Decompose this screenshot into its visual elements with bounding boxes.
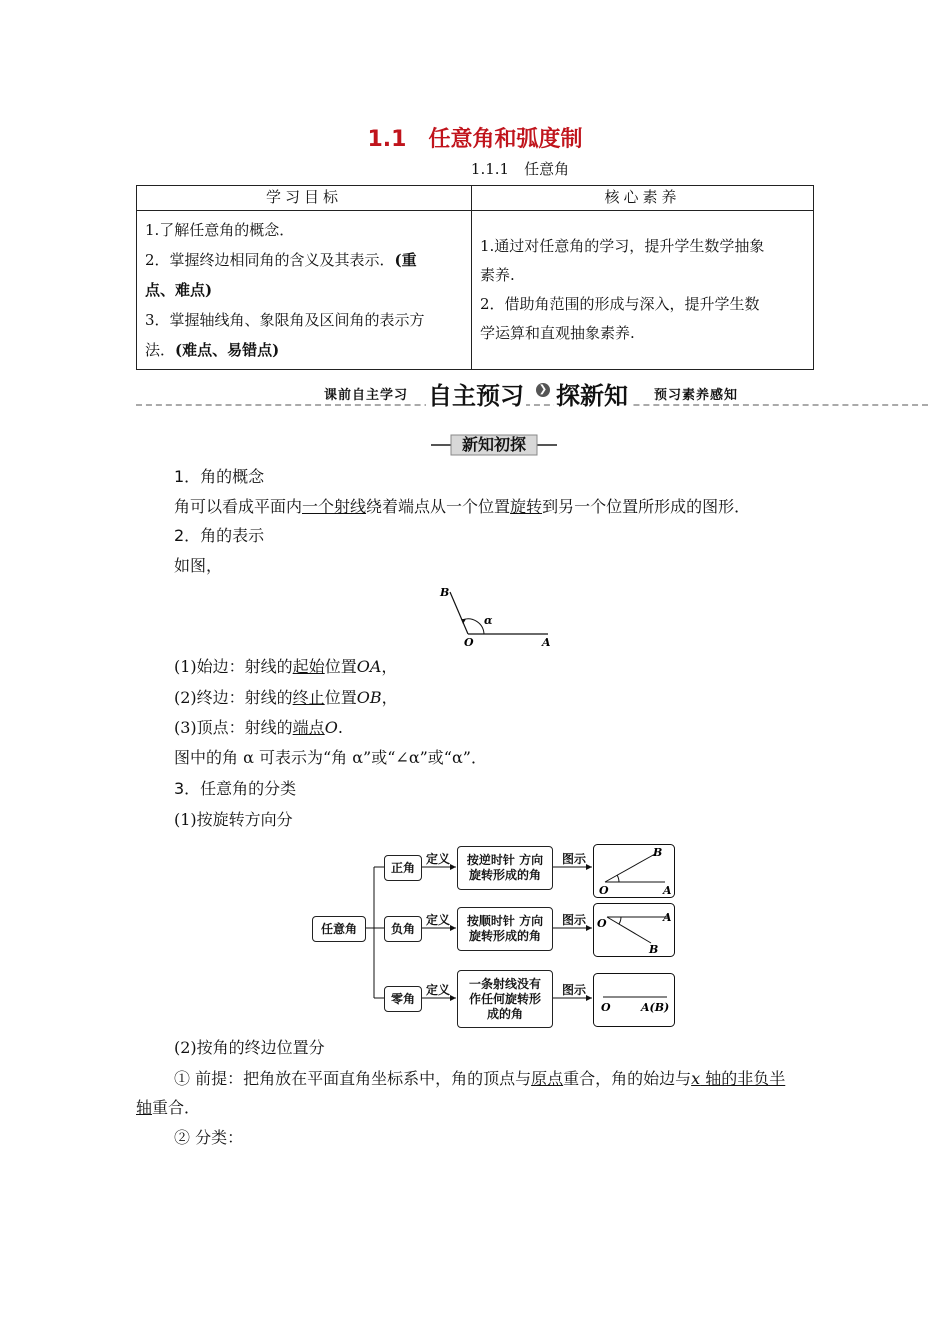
banner-big-left: 自主预习 (426, 376, 526, 411)
section-tag (431, 433, 557, 457)
banner-rule (136, 404, 928, 406)
svg-text:O: O (601, 1001, 611, 1014)
svg-text:O: O (597, 917, 607, 930)
node-positive-def: 按逆时针 方向 旋转形成的角 (457, 846, 553, 890)
subheading-terminal-side: (2)按角的终边位置分 (174, 1038, 325, 1057)
goal-line: 1.了解任意角的概念． (145, 221, 295, 239)
angle-figure (432, 582, 562, 648)
node-negative-angle: 负角 (384, 916, 422, 942)
section-banner (136, 374, 928, 414)
literacy-header: 核心素养 (472, 186, 814, 211)
svg-text:A(B): A(B) (641, 1001, 670, 1014)
label-A: A (542, 636, 551, 648)
svg-text:A: A (663, 911, 672, 924)
node-any-angle: 任意角 (312, 916, 366, 942)
svg-text:A: A (663, 884, 672, 897)
goal-line: 法．(难点、易错点) (145, 341, 280, 359)
goal-line: 2．掌握终边相同角的含义及其表示．(重 (145, 251, 417, 269)
node-zero-def: 一条射线没有 作任何旋转形 成的角 (457, 970, 553, 1028)
line-vertex: (3)顶点：射线的端点O. (174, 718, 343, 737)
section-subtitle: 1.1.1 任意角 (470, 160, 570, 178)
banner-big-right: 探新知 (554, 376, 630, 411)
ray-OB (450, 592, 468, 634)
node-positive-angle: 正角 (384, 855, 422, 881)
line-terminal-side: (2)终边：射线的终止位置OB， (174, 688, 398, 707)
label-illustration: 图示 (562, 913, 587, 927)
goal-line: 点、难点) (145, 281, 213, 299)
goals-header: 学习目标 (137, 186, 472, 211)
label-illustration: 图示 (562, 852, 587, 866)
literacy-line: 素养. (480, 266, 515, 284)
paragraph-classification: ② 分类： (174, 1128, 244, 1147)
label-definition: 定义 (426, 852, 451, 866)
label-alpha: α (484, 614, 493, 627)
paragraph-premise-cont: 轴重合． (136, 1098, 201, 1117)
heading-angle-notation: 2．角的表示 (174, 526, 265, 545)
literacy-cell (472, 211, 814, 370)
paragraph-as-figure: 如图， (174, 556, 223, 575)
goal-line: 3．掌握轴线角、象限角及区间角的表示方 (145, 311, 425, 329)
paragraph-concept: 角可以看成平面内一个射线绕着端点从一个位置旋转到另一个位置所形成的图形． (174, 497, 751, 516)
line-initial-side: (1)始边：射线的起始位置OA， (174, 657, 398, 676)
section-tag-label: 新知初探 (461, 435, 526, 454)
label-definition: 定义 (426, 983, 451, 997)
banner-left-label: 课前自主学习 (320, 384, 412, 403)
negative-angle-figure (593, 903, 675, 957)
svg-text:O: O (599, 884, 609, 897)
literacy-line: 学运算和直观抽象素养. (480, 324, 635, 342)
node-negative-def: 按顺时针 方向 旋转形成的角 (457, 907, 553, 951)
literacy-line: 1.通过对任意角的学习，提升学生数学抽象 (480, 237, 765, 255)
zero-angle-figure (593, 973, 675, 1027)
banner-right-label: 预习素养感知 (650, 384, 742, 403)
label-illustration: 图示 (562, 983, 587, 997)
paragraph-premise: ① 前提：把角放在平面直角坐标系中，角的顶点与原点重合，角的始边与x 轴的非负半 (174, 1069, 786, 1088)
paragraph-notation: 图中的角 α 可表示为“角 α”或“∠α”或“α”． (174, 748, 487, 767)
page-title: 1.1 任意角和弧度制 (367, 127, 583, 152)
heading-angle-concept: 1．角的概念 (174, 467, 265, 486)
label-definition: 定义 (426, 913, 451, 927)
goals-cell (137, 211, 472, 370)
goals-table (136, 185, 814, 370)
node-zero-angle: 零角 (384, 986, 422, 1012)
label-B: B (440, 586, 450, 599)
svg-text:B: B (649, 943, 659, 956)
svg-text:B: B (653, 846, 663, 859)
label-O: O (464, 636, 474, 648)
literacy-line: 2．借助角范围的形成与深入，提升学生数 (480, 295, 760, 313)
classification-diagram (310, 842, 680, 1032)
positive-angle-figure (593, 844, 675, 898)
subheading-rotation: (1)按旋转方向分 (174, 810, 293, 829)
heading-classification: 3．任意角的分类 (174, 779, 297, 798)
arrow-icon: ❯ (536, 383, 550, 397)
